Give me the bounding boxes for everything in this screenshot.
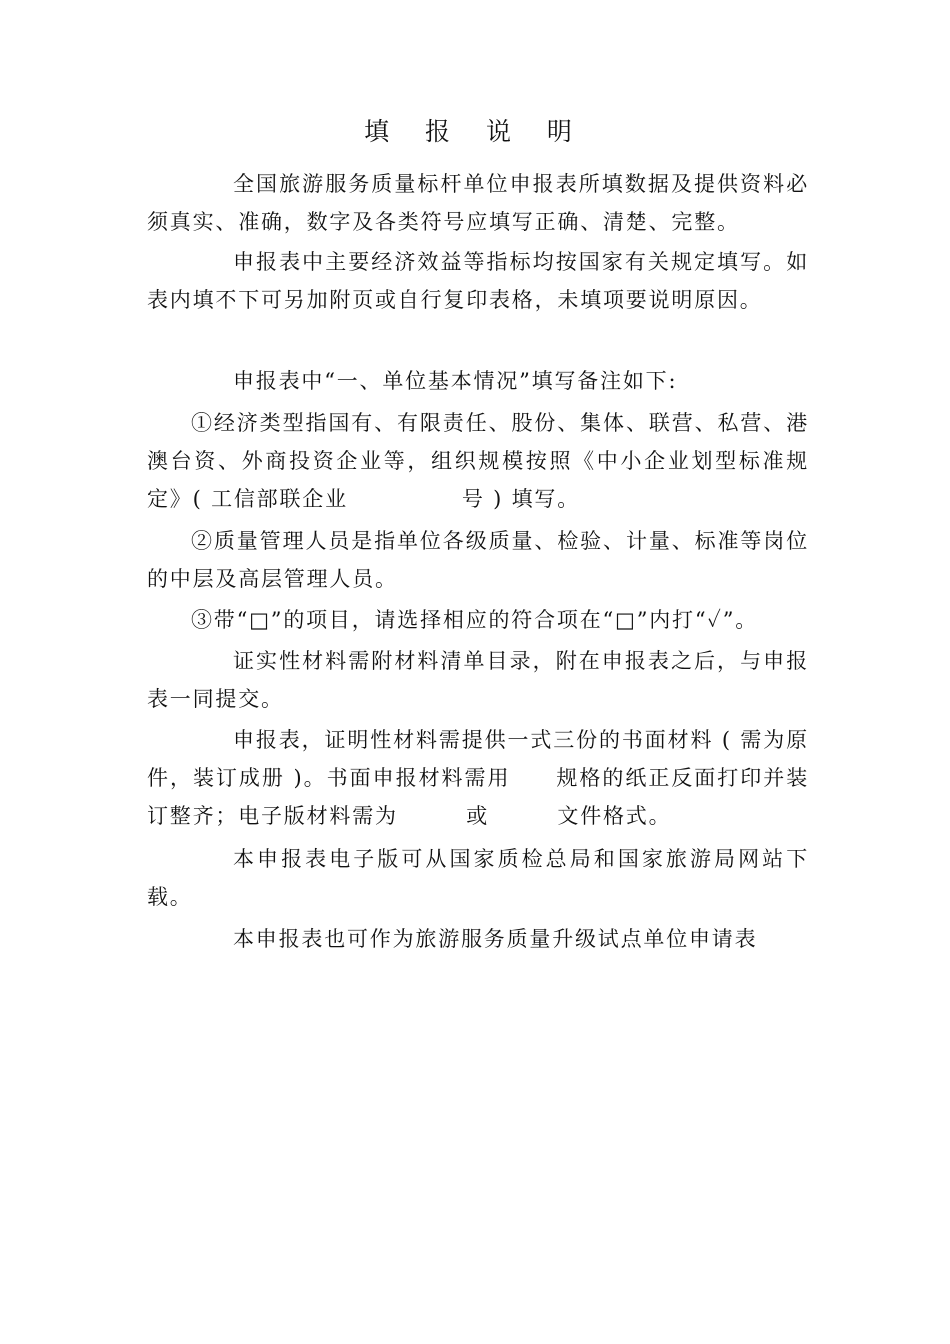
paragraph-evidence-list: 证实性材料需附材料清单目录，附在申报表之后，与申报表一同提交。 [147, 649, 809, 711]
paragraph-note-quality-staff: ②质量管理人员是指单位各级质量、检验、计量、标准等岗位的中层及高层管理人员。 [147, 529, 809, 591]
paragraph-basic-info-notes: 申报表中“一、单位基本情况”填写备注如下: [233, 369, 678, 393]
paragraph-download: 本申报表电子版可从国家质检总局和国家旅游局网站下载。 [147, 847, 809, 909]
paragraph-data-accuracy: 全国旅游服务质量标杆单位申报表所填数据及提供资料必须真实、准确，数字及各类符号应填写正确、清楚、完整。 [147, 172, 809, 234]
paragraph-submission-format: 申报表，证明性材料需提供一式三份的书面材料 ( 需为原件，装订成册 )。书面申报材料需用 规格的纸正反面打印并装订整齐；电子版材料需为 或 文件格式。 [147, 728, 809, 828]
paragraph-pilot-unit: 本申报表也可作为旅游服务质量升级试点单位申请表 [233, 927, 758, 951]
paragraph-indicators: 申报表中主要经济效益等指标均按国家有关规定填写。如表内填不下可另加附页或自行复印表格，未填项要说明原因。 [147, 250, 809, 312]
page-title: 填 报 说 明 [364, 117, 586, 146]
paragraph-note-economic-type: ①经济类型指国有、有限责任、股份、集体、联营、私营、港澳台资、外商投资企业等，组织规模按照《中小企业划型标准规定》( 工信部联企业 号 ) 填写。 [147, 411, 809, 511]
paragraph-note-checkbox: ③带“□”的项目，请选择相应的符合项在“□”内打“✓”。 [191, 608, 759, 632]
